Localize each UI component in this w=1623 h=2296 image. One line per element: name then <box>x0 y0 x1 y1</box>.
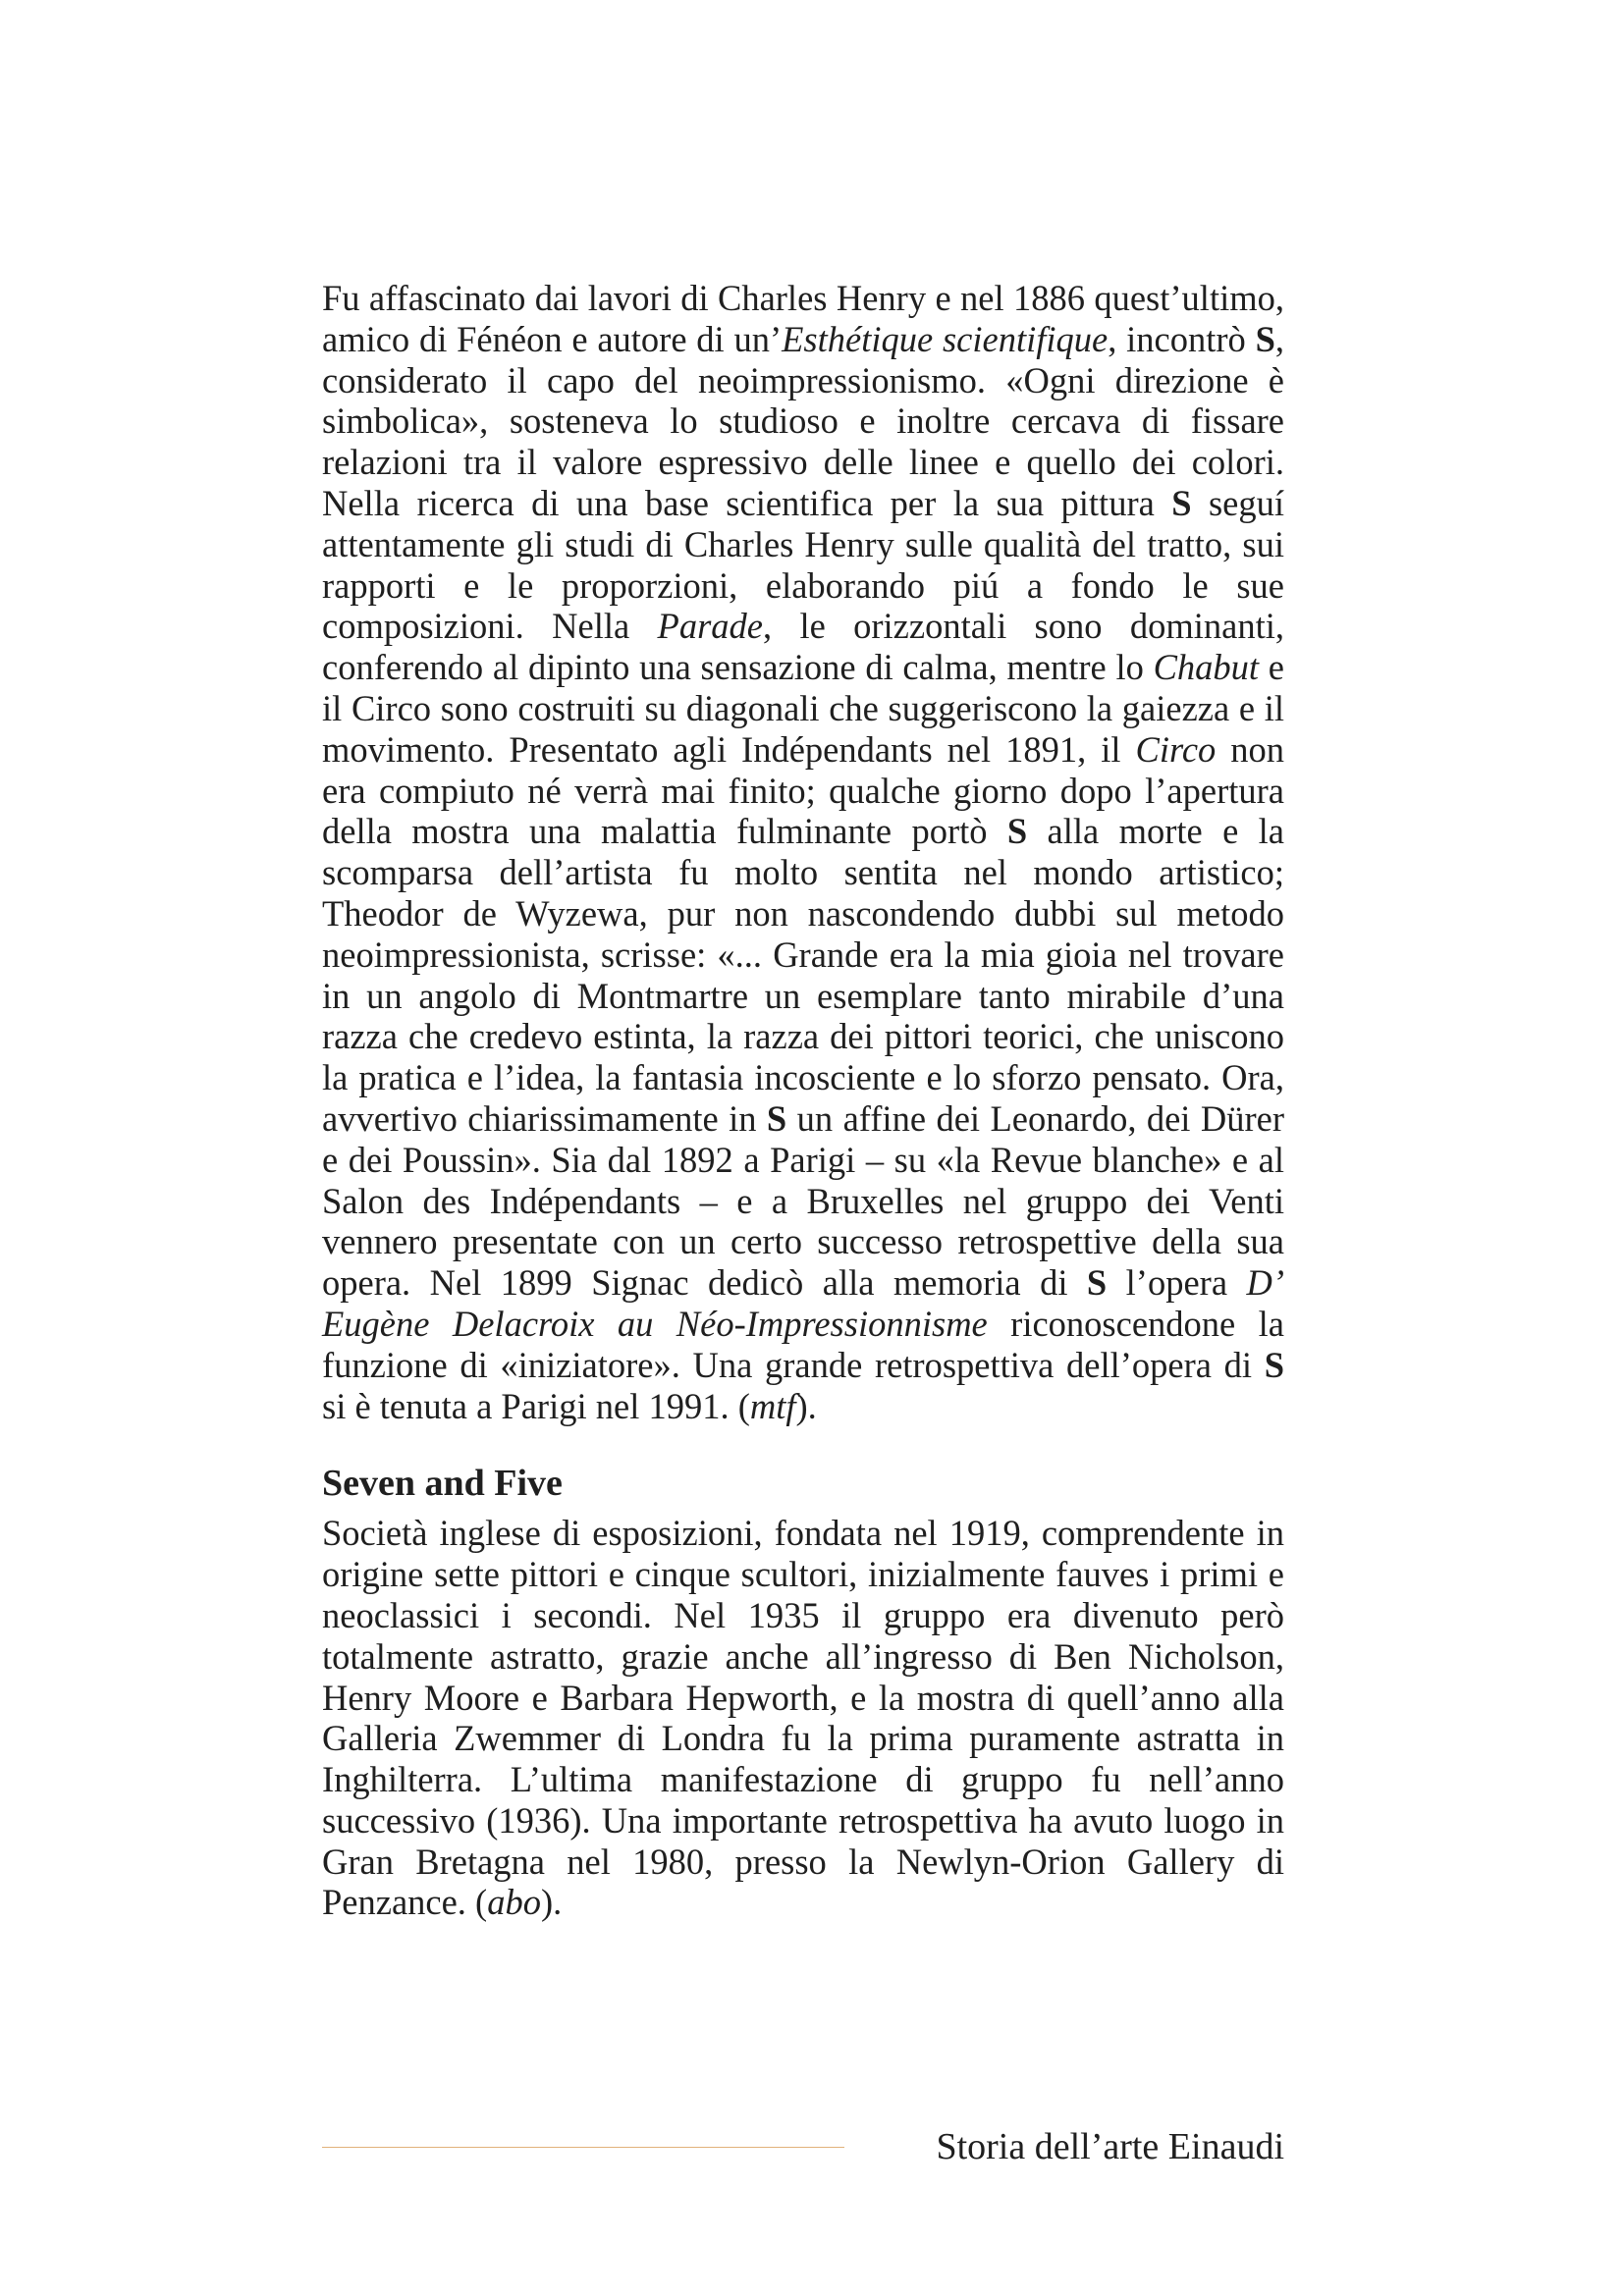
text-segment: e il Circo sono costruiti su diagonali che suggeriscono la gaiezza e il movimento. Presentato agli Indépendants nel 1891, il <box>322 647 1284 770</box>
text-segment: Chabut <box>1153 647 1260 688</box>
text-segment: S <box>1264 1344 1284 1385</box>
text-segment: Società inglese di esposizioni, fondata nel 1919, comprendente in origine sette pittori e cinque scultori, inizialmente fauves i primi e neoclassici i secondi. Nel 1935 il gruppo era divenuto però totalmente astratto, grazie anche all’ingresso di Ben Nicholson, Henry Moore e Barbara Hepworth, e la mostra di quell’anno alla Galleria Zwemmer di Londra fu la prima puramente astratta in Inghilterra. L’ultima manifestazione di gruppo fu nell’anno successivo (1936). Una importante retrospettiva ha avuto luogo in Gran Bretagna nel 1980, presso la Newlyn-Orion Gallery di Penzance. ( <box>322 1513 1284 1923</box>
text-segment: alla morte e la scomparsa dell’artista fu molto sentita nel mondo artistico; Theodor de Wyzewa, pur non nascondendo dubbi sul metodo neoimpressionista, scrisse: «... Grande era la mia gioia nel trovare in un angolo di Montmartre un esemplare tanto mirabile d’una razza che credevo estinta, la razza dei pittori teorici, che uniscono la pratica e l’idea, la fantasia incosciente e lo sforzo pensato. Ora, avvertivo chiarissimamente in <box>322 811 1284 1139</box>
article-continuation-paragraph <box>322 278 1284 1426</box>
page-footer <box>322 2123 1284 2172</box>
text-segment: D’ Eugène Delacroix au Néo-Impressionnisme <box>322 1262 1284 1344</box>
text-segment: S <box>1171 482 1192 523</box>
text-segment: , le orizzontali sono dominanti, conferendo al dipinto una sensazione di calma, mentre lo <box>322 606 1284 688</box>
text-segment: abo <box>487 1882 541 1923</box>
text-segment: mtf <box>749 1385 796 1426</box>
text-segment: S <box>1255 318 1275 359</box>
page-body <box>322 278 1284 1923</box>
text-segment: , incontrò <box>1108 318 1256 359</box>
text-segment: Circo <box>1135 728 1217 770</box>
text-segment: ). <box>795 1385 817 1426</box>
text-segment: Esthétique scientifique <box>782 318 1109 359</box>
text-segment: S <box>1086 1262 1108 1304</box>
text-segment: , considerato il capo del neoimpressionismo. «Ogni direzione è simbolica», sosteneva lo studioso e inoltre cercava di fissare relazioni tra il valore espressivo delle linee e quello dei colori. Nella ricerca di una base scientifica per la sua pittura <box>322 318 1285 523</box>
text-segment: seguí attentamente gli studi di Charles Henry sulle qualità del tratto, sui rapporti e le proporzioni, elaborando piú a fondo le sue composizioni. Nella <box>322 482 1284 647</box>
text-segment: non era compiuto né verrà mai finito; qualche giorno dopo l’apertura della mostra una malattia fulminante portò <box>322 728 1285 852</box>
text-segment: ). <box>540 1882 563 1923</box>
footer-rule <box>322 2147 844 2148</box>
text-segment: si è tenuta a Parigi nel 1991. ( <box>322 1385 750 1426</box>
text-segment: riconoscendone la funzione di «iniziatore». Una grande retrospettiva dell’opera di <box>322 1303 1284 1385</box>
text-segment: un affine dei Leonardo, dei Dürer e dei Poussin». Sia dal 1892 a Parigi – su «la Revue blanche» e al Salon des Indépendants – e a Bruxelles nel gruppo dei Venti vennero presentate con un certo successo retrospettive della sua opera. Nel 1899 Signac dedicò alla memoria di <box>322 1097 1284 1304</box>
footer-title: Storia dell’arte Einaudi <box>936 2126 1284 2167</box>
entry-heading: Seven and Five <box>322 1463 563 1505</box>
text-segment: S <box>766 1097 787 1139</box>
entry-paragraph <box>322 1513 1284 1923</box>
text-segment: Fu affascinato dai lavori di Charles Henry e nel 1886 quest’ultimo, amico di Fénéon e autore di un’ <box>322 278 1284 359</box>
text-segment: l’opera <box>1107 1262 1247 1304</box>
text-segment: S <box>1006 811 1028 852</box>
text-segment: Parade <box>657 606 763 647</box>
